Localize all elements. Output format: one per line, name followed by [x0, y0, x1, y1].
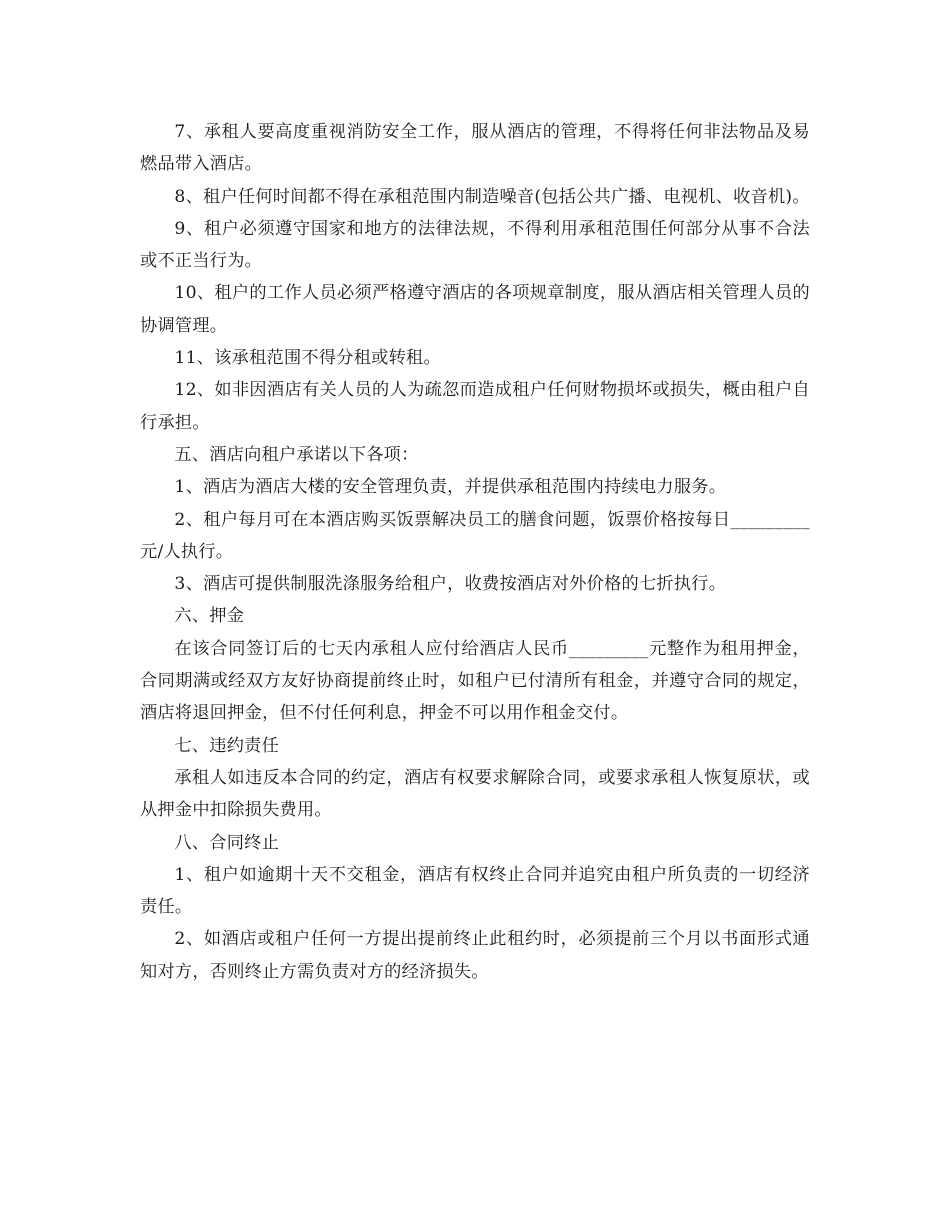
clause-9-laws: 9、租户必须遵守国家和地方的法律法规，不得利用承租范围任何部分从事不合法或不正当行为。	[140, 218, 810, 272]
clause-8-noise: 8、租户任何时间都不得在承租范围内制造噪音(包括公共广播、电视机、收音机)。	[174, 186, 810, 207]
section-8-item-2: 2、如酒店或租户任何一方提出提前终止此租约时，必须提前三个月以书面形式通知对方，否则终止方需负责对方的经济损失。	[140, 929, 810, 982]
clause-7-fire-safety: 7、承租人要高度重视消防安全工作，服从酒店的管理，不得将任何非法物品及易燃品带入酒店。	[140, 122, 810, 175]
clause-10-staff-rules: 10、租户的工作人员必须严格遵守酒店的各项规章制度，服从酒店相关管理人员的协调管理。	[140, 283, 810, 336]
section-6-heading: 六、押金	[174, 606, 245, 627]
section-7-heading: 七、违约责任	[174, 735, 280, 756]
clause-11-no-sublet: 11、该承租范围不得分租或转租。	[174, 348, 441, 369]
section-5-item-2: 2、租户每月可在本酒店购买饭票解决员工的膳食问题，饭票价格按每日_________元/人执行。	[140, 509, 810, 562]
section-6-deposit-text: 在该合同签订后的七天内承租人应付给酒店人民币_________元整作为租用押金，合同期满或经双方友好协商提前终止时，如租户已付清所有租金，并遵守合同的规定，酒店将退回押金，但不付任何利息，押金不可以用作租金交付。	[140, 638, 810, 724]
section-7-breach-text: 承租人如违反本合同的约定，酒店有权要求解除合同，或要求承租人恢复原状，或从押金中扣除损失费用。	[140, 767, 810, 821]
clause-12-damage: 12、如非因酒店有关人员的人为疏忽而造成租户任何财物损坏或损失，概由租户自行承担。	[140, 380, 810, 433]
section-5-item-1: 1、酒店为酒店大楼的安全管理负责，并提供承租范围内持续电力服务。	[174, 477, 727, 498]
section-5-heading: 五、酒店向租户承诺以下各项：	[174, 444, 419, 465]
section-8-item-1: 1、租户如逾期十天不交租金，酒店有权终止合同并追究由租户所负责的一切经济责任。	[140, 864, 810, 918]
section-8-heading: 八、合同终止	[174, 832, 280, 853]
section-5-item-3: 3、酒店可提供制服洗涤服务给租户，收费按酒店对外价格的七折执行。	[174, 574, 727, 595]
